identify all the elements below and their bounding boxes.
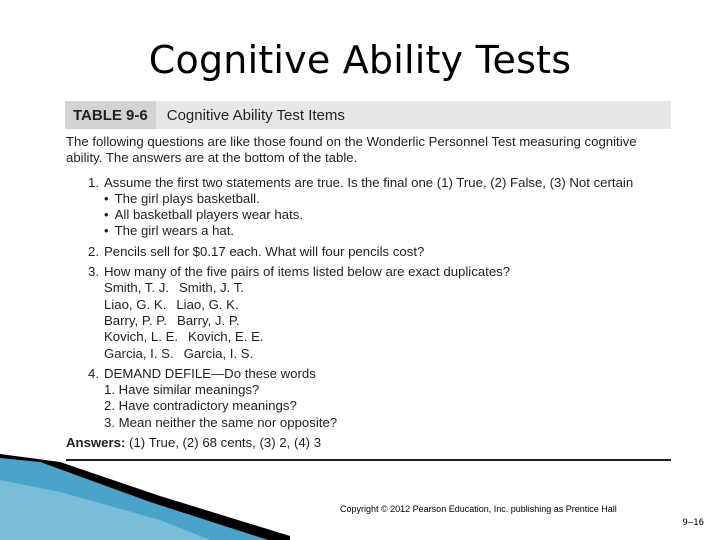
name-pair xyxy=(104,280,670,296)
page-number: 9–16 xyxy=(682,518,704,528)
statement-item: • The girl wears a hat. xyxy=(104,223,670,239)
question-number: 2. xyxy=(88,243,99,259)
option-item: 1. Have similar meanings? xyxy=(104,382,260,398)
name-pair xyxy=(104,313,670,329)
statement-item: • The girl plays basketball. xyxy=(104,191,670,207)
name-left: Smith, T. J. xyxy=(104,280,169,296)
question-text: Assume the first two statements are true. Is the final one (1) True, (2) False, (3) Not certain xyxy=(104,174,634,190)
option-item: 3. Mean neither the same nor opposite? xyxy=(104,414,338,430)
name-left: Barry, P. P. xyxy=(104,312,168,328)
table-number: TABLE 9-6 xyxy=(65,101,156,129)
question-number: 3. xyxy=(88,264,99,280)
name-left: Garcia, I. S. xyxy=(104,345,174,361)
question-number: 1. xyxy=(88,174,99,190)
name-right: Kovich, E. E. xyxy=(188,329,264,345)
copyright-text: Copyright © 2012 Pearson Education, Inc. publishing as Prentice Hall xyxy=(340,504,617,514)
question-text: How many of the five pairs of items listed below are exact duplicates? xyxy=(104,264,511,280)
statement-list xyxy=(104,191,670,240)
slide-title: Cognitive Ability Tests xyxy=(148,38,572,82)
table-intro: The following questions are like those found on the Wonderlic Personnel Test measuring cognitive ability. The answers are at the bottom of the table. xyxy=(66,134,637,166)
table-caption: Cognitive Ability Test Items xyxy=(166,106,345,124)
name-pair xyxy=(104,329,670,345)
name-right: Liao, G. K. xyxy=(176,296,239,312)
name-right: Barry, J. P. xyxy=(177,312,240,328)
option-list xyxy=(104,382,670,431)
table-header xyxy=(65,101,671,129)
question-list xyxy=(66,175,670,431)
question-item xyxy=(88,175,670,240)
statement-item: • All basketball players wear hats. xyxy=(104,207,670,223)
name-left: Kovich, L. E. xyxy=(104,329,179,345)
question-text: Pencils sell for $0.17 each. What will four pencils cost? xyxy=(104,243,425,259)
name-pair xyxy=(104,346,670,362)
table-body xyxy=(66,134,670,451)
option-item: 2. Have contradictory meanings? xyxy=(104,398,297,414)
question-item xyxy=(88,264,670,362)
name-left: Liao, G. K. xyxy=(104,296,167,312)
question-number: 4. xyxy=(88,365,99,381)
name-pair-list xyxy=(104,280,670,361)
question-item xyxy=(88,244,670,260)
name-pair xyxy=(104,297,670,313)
answers-label: Answers: xyxy=(66,435,126,451)
name-right: Garcia, I. S. xyxy=(183,345,254,361)
answers-text: (1) True, (2) 68 cents, (3) 2, (4) 3 xyxy=(129,435,322,451)
name-right: Smith, J. T. xyxy=(178,280,244,296)
question-item xyxy=(88,366,670,431)
decorative-swoosh xyxy=(0,440,720,540)
question-text: DEMAND DEFILE—Do these words xyxy=(104,365,316,381)
